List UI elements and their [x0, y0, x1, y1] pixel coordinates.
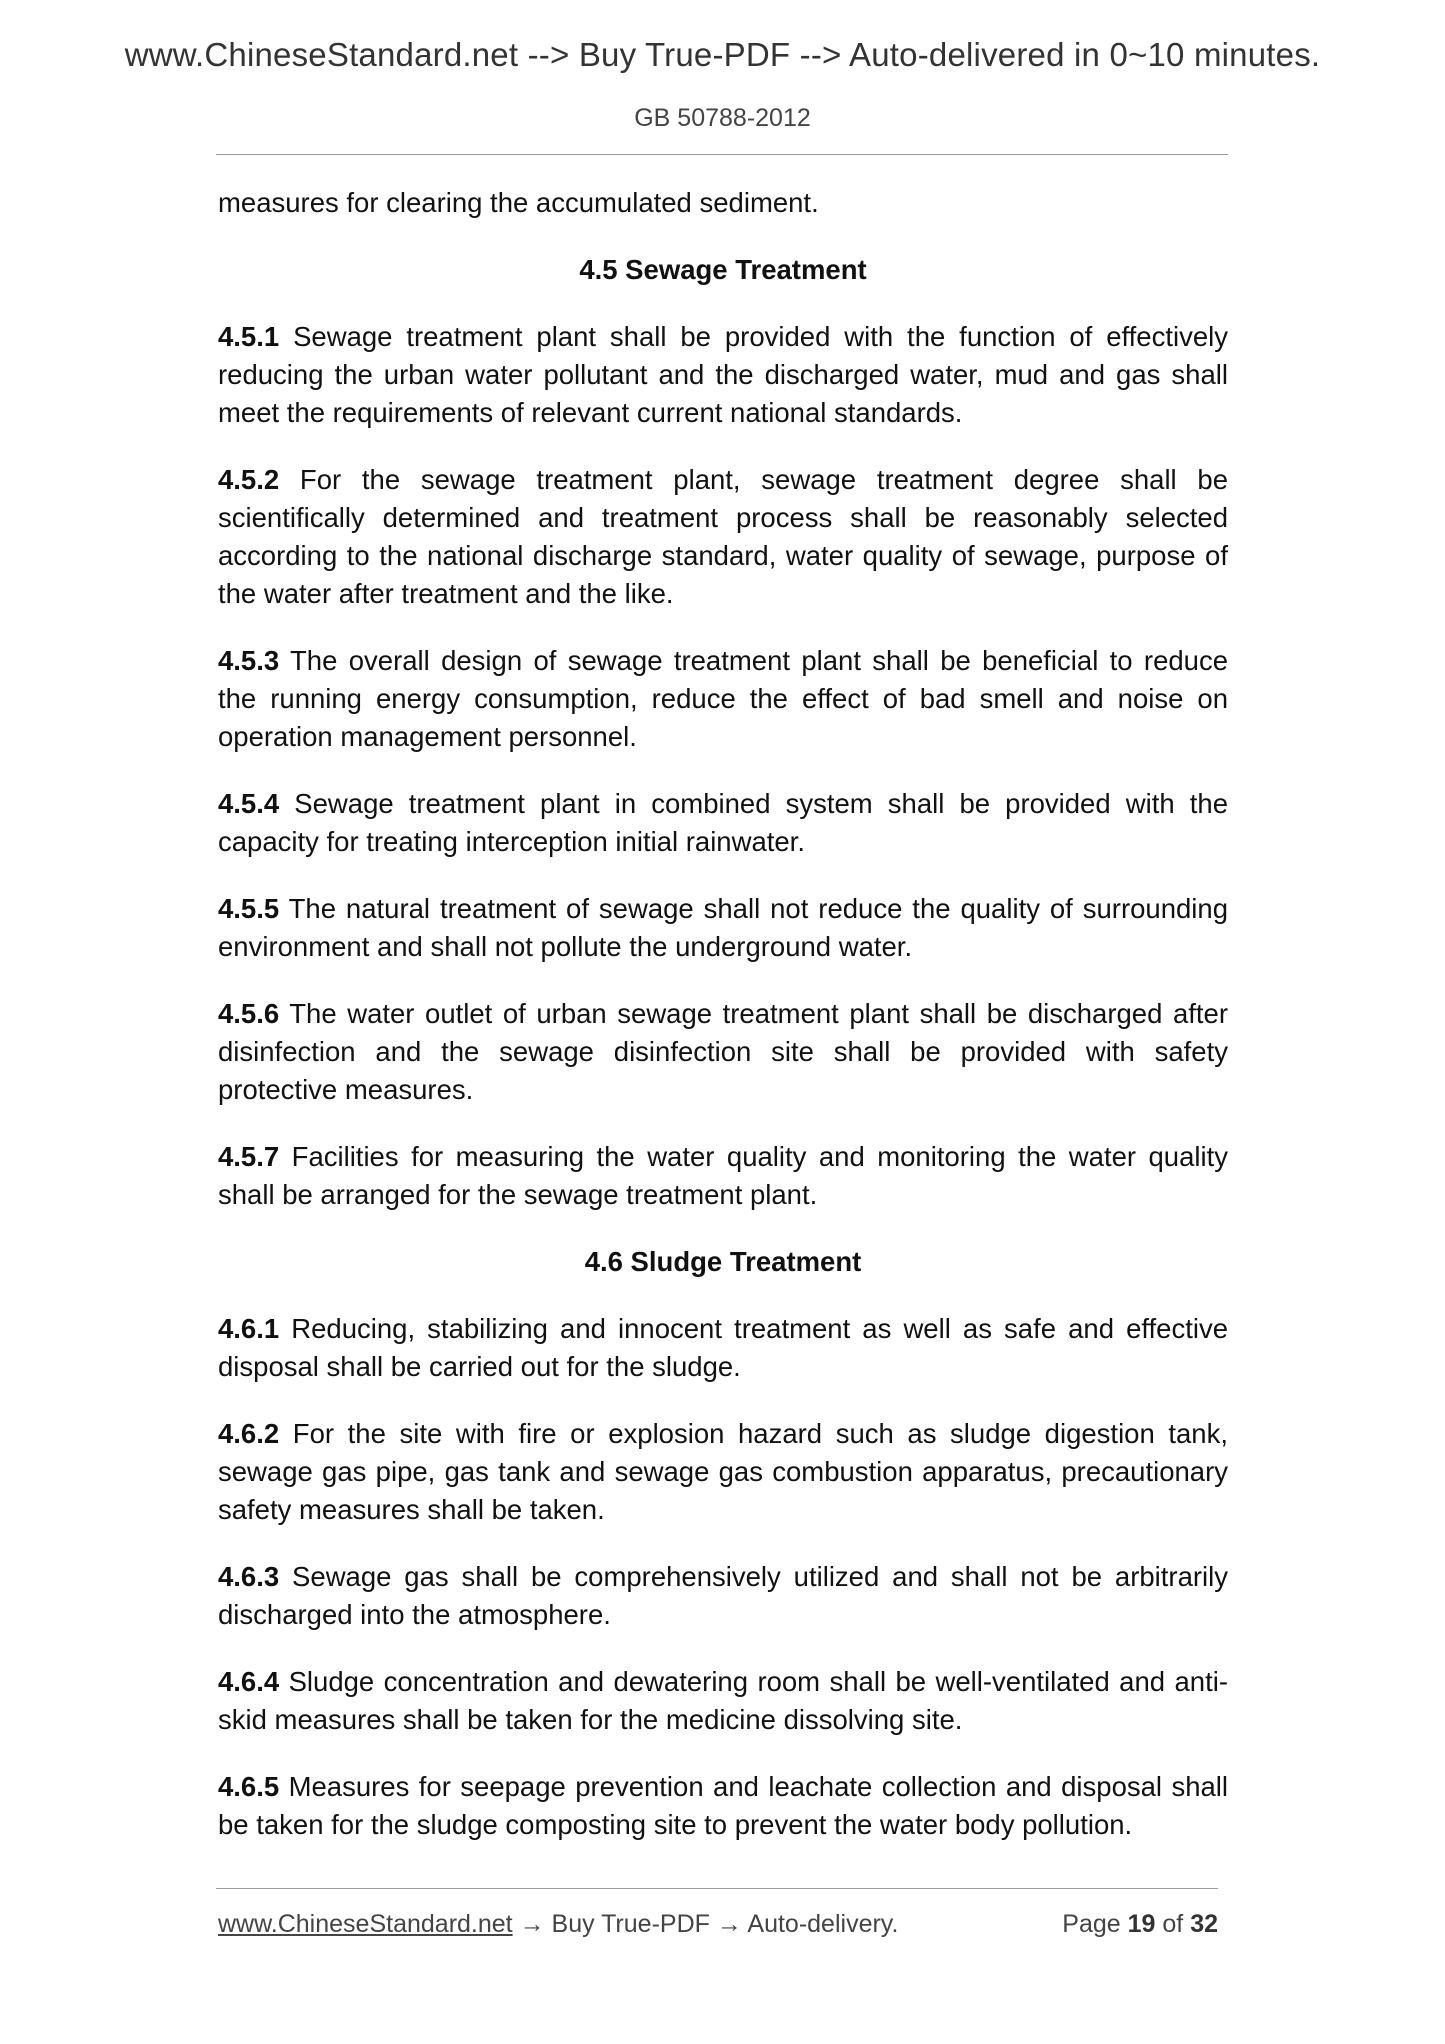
clause-text: Reducing, stabilizing and innocent treatment as well as safe and effective disposal shall be carried out for the sludge.	[218, 1313, 1228, 1382]
clause-number: 4.6.2	[218, 1418, 280, 1449]
clause-number: 4.6.3	[218, 1561, 280, 1592]
document-body	[218, 184, 1228, 1873]
page-label: Page	[1062, 1910, 1121, 1938]
clause-4-6-4	[218, 1663, 1228, 1739]
standard-code: GB 50788-2012	[634, 104, 811, 132]
clause-number: 4.5.6	[218, 998, 280, 1029]
clause-4-6-5	[218, 1768, 1228, 1844]
clause-text: Sewage treatment plant in combined system shall be provided with the capacity for treating interception initial rainwater.	[218, 788, 1228, 857]
of-label: of	[1162, 1910, 1184, 1938]
footer-site-link[interactable]: www.ChineseStandard.net	[218, 1910, 513, 1938]
clause-4-5-5	[218, 890, 1228, 966]
clause-number: 4.6.4	[218, 1666, 280, 1697]
clause-4-5-1	[218, 318, 1228, 432]
site-banner: www.ChineseStandard.net --> Buy True-PDF --> Auto-delivered in 0~10 minutes.	[124, 36, 1321, 73]
clause-4-5-7	[218, 1138, 1228, 1214]
page-number: 19	[1127, 1910, 1156, 1938]
clause-4-5-2	[218, 461, 1228, 613]
clause-text: For the site with fire or explosion hazard such as sludge digestion tank, sewage gas pipe, gas tank and sewage gas combustion apparatus, precautionary safety measures shall be taken.	[218, 1418, 1228, 1525]
clause-number: 4.5.5	[218, 893, 280, 924]
clause-text: Sewage gas shall be comprehensively utilized and shall not be arbitrarily discharged into the atmosphere.	[218, 1561, 1228, 1630]
clause-text: The water outlet of urban sewage treatment plant shall be discharged after disinfection and the sewage disinfection site shall be provided with safety protective measures.	[218, 998, 1228, 1105]
clause-number: 4.5.2	[218, 464, 280, 495]
clause-4-6-2	[218, 1415, 1228, 1529]
footer-delivery-text: → Buy True-PDF → Auto-delivery.	[512, 1910, 899, 1938]
clause-4-6-1	[218, 1310, 1228, 1386]
header-divider	[216, 154, 1228, 155]
clause-number: 4.5.7	[218, 1141, 280, 1172]
clause-text: Sludge concentration and dewatering room shall be well-ventilated and anti-skid measures shall be taken for the medicine dissolving site.	[218, 1666, 1228, 1735]
section-title-4-5: 4.5 Sewage Treatment	[579, 254, 867, 285]
clause-4-5-3	[218, 642, 1228, 756]
clause-4-6-3	[218, 1558, 1228, 1634]
section-title-4-6: 4.6 Sludge Treatment	[584, 1246, 862, 1277]
clause-text: Measures for seepage prevention and leachate collection and disposal shall be taken for the sludge composting site to prevent the water body pollution.	[218, 1771, 1228, 1840]
footer-divider	[216, 1888, 1218, 1889]
page-footer	[218, 1910, 1218, 1946]
clause-number: 4.5.4	[218, 788, 280, 819]
clause-text: The overall design of sewage treatment plant shall be beneficial to reduce the running energy consumption, reduce the effect of bad smell and noise on operation management personnel.	[218, 645, 1228, 752]
continuation-text: measures for clearing the accumulated sediment.	[218, 187, 819, 218]
clause-text: Facilities for measuring the water quality and monitoring the water quality shall be arranged for the sewage treatment plant.	[218, 1141, 1228, 1210]
clause-text: Sewage treatment plant shall be provided with the function of effectively reducing the urban water pollutant and the discharged water, mud and gas shall meet the requirements of relevant current national standards.	[218, 321, 1228, 428]
clause-text: The natural treatment of sewage shall not reduce the quality of surrounding environment and shall not pollute the underground water.	[218, 893, 1228, 962]
clause-number: 4.6.5	[218, 1771, 280, 1802]
total-pages: 32	[1190, 1910, 1218, 1938]
clause-4-5-4	[218, 785, 1228, 861]
clause-4-5-6	[218, 995, 1228, 1109]
footer-promo	[218, 1910, 898, 1939]
clause-text: For the sewage treatment plant, sewage treatment degree shall be scientifically determined and treatment process shall be reasonably selected according to the national discharge standard, water quality of sewage, purpose of the water after treatment and the like.	[218, 464, 1228, 609]
page-indicator	[1062, 1910, 1218, 1939]
clause-number: 4.6.1	[218, 1313, 280, 1344]
clause-number: 4.5.1	[218, 321, 280, 352]
clause-number: 4.5.3	[218, 645, 280, 676]
